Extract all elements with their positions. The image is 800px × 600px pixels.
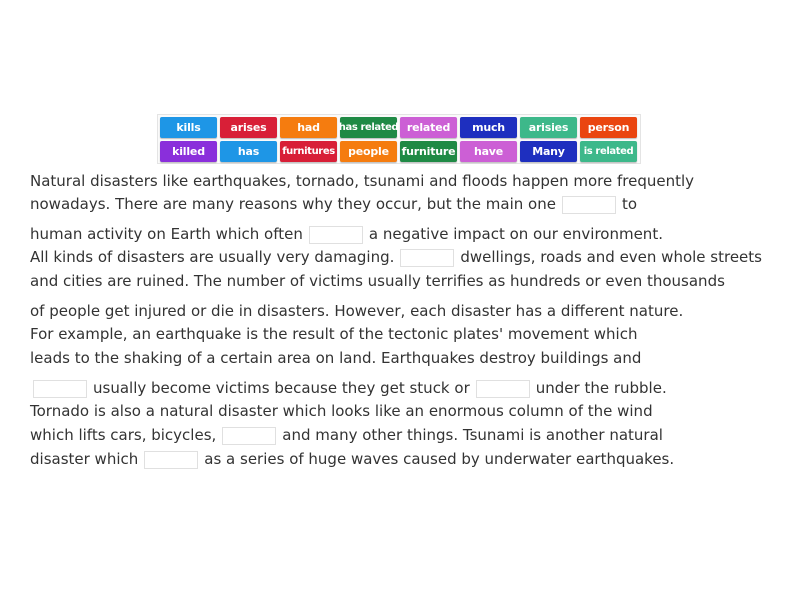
passage-text: Tornado is also a natural disaster which looks like an enormous column of the wind	[30, 402, 653, 420]
answer-blank-4[interactable]	[33, 380, 87, 398]
word-tile[interactable]: had	[280, 117, 337, 138]
passage-text: a negative impact on our environment.	[368, 225, 663, 243]
word-tile[interactable]: has related	[340, 117, 397, 138]
answer-blank-3[interactable]	[400, 249, 454, 267]
word-tile[interactable]: related	[400, 117, 457, 138]
passage-line	[30, 424, 663, 448]
passage-line	[30, 400, 653, 424]
answer-blank-2[interactable]	[309, 226, 363, 244]
passage-line	[30, 193, 637, 217]
passage-text: disaster which	[30, 450, 139, 468]
passage-text: Natural disasters like earthquakes, tornado, tsunami and floods happen more frequently	[30, 172, 695, 190]
word-tile[interactable]: is related	[580, 141, 637, 162]
word-tile[interactable]: arisies	[520, 117, 577, 138]
answer-blank-5[interactable]	[476, 380, 530, 398]
passage-text: dwellings, roads and even whole streets	[460, 248, 762, 266]
passage-line	[30, 223, 663, 247]
passage-line	[30, 246, 762, 270]
word-tile[interactable]: furnitures	[280, 141, 337, 162]
word-tile[interactable]: person	[580, 117, 637, 138]
word-bank	[157, 114, 641, 164]
word-tile[interactable]: have	[460, 141, 517, 162]
passage-text: usually become victims because they get stuck or	[93, 379, 470, 397]
passage-line	[30, 270, 725, 294]
passage-line	[30, 347, 641, 371]
word-tile[interactable]: killed	[160, 141, 217, 162]
passage-line	[30, 300, 683, 324]
passage-text: and cities are ruined. The number of victims usually terrifies as hundreds or even thousands	[30, 272, 725, 290]
word-tile[interactable]: kills	[160, 117, 217, 138]
passage-line	[30, 323, 637, 347]
passage-line	[30, 170, 694, 194]
passage-text: which lifts cars, bicycles,	[30, 426, 217, 444]
passage-line	[30, 377, 667, 401]
answer-blank-1[interactable]	[562, 196, 616, 214]
word-bank-row-2	[160, 141, 638, 162]
word-tile[interactable]: has	[220, 141, 277, 162]
passage-text: leads to the shaking of a certain area on land. Earthquakes destroy buildings and	[30, 349, 642, 367]
passage-text: and many other things. Tsunami is another natural	[282, 426, 663, 444]
word-tile[interactable]: furniture	[400, 141, 457, 162]
passage-text: to	[621, 195, 637, 213]
passage-text: For example, an earthquake is the result of the tectonic plates' movement which	[30, 325, 638, 343]
passage-text: under the rubble.	[535, 379, 667, 397]
word-tile[interactable]: people	[340, 141, 397, 162]
passage-text: human activity on Earth which often	[30, 225, 303, 243]
word-tile[interactable]: arises	[220, 117, 277, 138]
word-bank-row-1	[160, 117, 638, 138]
passage-text: nowadays. There are many reasons why they occur, but the main one	[30, 195, 556, 213]
word-tile[interactable]: much	[460, 117, 517, 138]
passage-text: of people get injured or die in disasters. However, each disaster has a different nature.	[30, 302, 684, 320]
passage-line	[30, 448, 674, 472]
word-tile[interactable]: Many	[520, 141, 577, 162]
answer-blank-6[interactable]	[222, 427, 276, 445]
passage-text: All kinds of disasters are usually very damaging.	[30, 248, 395, 266]
passage-text: as a series of huge waves caused by underwater earthquakes.	[204, 450, 675, 468]
answer-blank-7[interactable]	[144, 451, 198, 469]
